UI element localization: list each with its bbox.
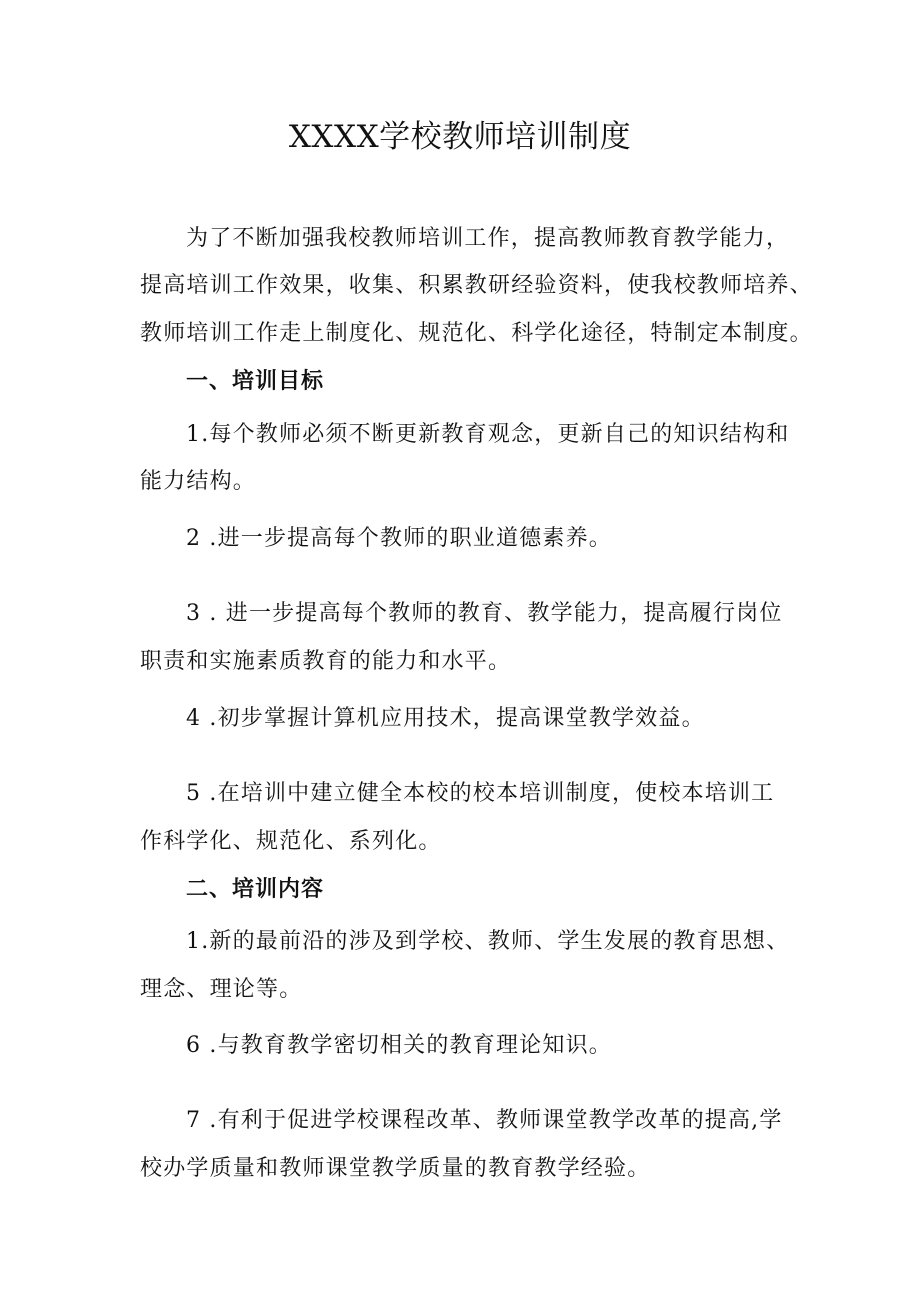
content-item-1-line-1: 1.新的最前沿的涉及到学校、教师、学生发展的教育思想、 [186, 929, 790, 954]
goal-item-5-line-1: 5 .在培训中建立健全本校的校本培训制度，使校本培训工 [186, 781, 775, 806]
goal-item-3-line-2: 职责和实施素质教育的能力和水平。 [140, 649, 512, 674]
document-title: XXXX学校教师培训制度 [288, 119, 632, 155]
goal-item-1-line-1: 1.每个教师必须不断更新教育观念，更新自己的知识结构和 [186, 422, 790, 447]
section-heading-goals: 一、培训目标 [186, 369, 325, 394]
content-item-6: 6 .与教育教学密切相关的教育理论知识。 [186, 1033, 612, 1058]
intro-line-3: 教师培训工作走上制度化、规范化、科学化途径，特制定本制度。 [140, 321, 813, 346]
goal-item-4: 4 .初步掌握计算机应用技术，提高课堂教学效益。 [186, 706, 705, 731]
content-item-7-line-1: 7 .有利于促进学校课程改革、教师课堂教学改革的提高,学 [186, 1108, 783, 1133]
content-item-1-line-2: 理念、理论等。 [140, 977, 303, 1002]
goal-item-5-line-2: 作科学化、规范化、系列化。 [140, 829, 442, 854]
goal-item-2: 2 .进一步提高每个教师的职业道德素养。 [186, 526, 612, 551]
goal-item-3-line-1: 3 . 进一步提高每个教师的教育、教学能力，提高履行岗位 [186, 601, 783, 626]
intro-line-2: 提高培训工作效果，收集、积累教研经验资料，使我校教师培养、 [140, 273, 813, 298]
section-heading-content: 二、培训内容 [186, 877, 325, 902]
goal-item-1-line-2: 能力结构。 [140, 469, 257, 494]
content-item-7-line-2: 校办学质量和教师课堂教学质量的教育教学经验。 [140, 1156, 651, 1181]
intro-line-1: 为了不断加强我校教师培训工作，提高教师教育教学能力， [186, 226, 790, 251]
